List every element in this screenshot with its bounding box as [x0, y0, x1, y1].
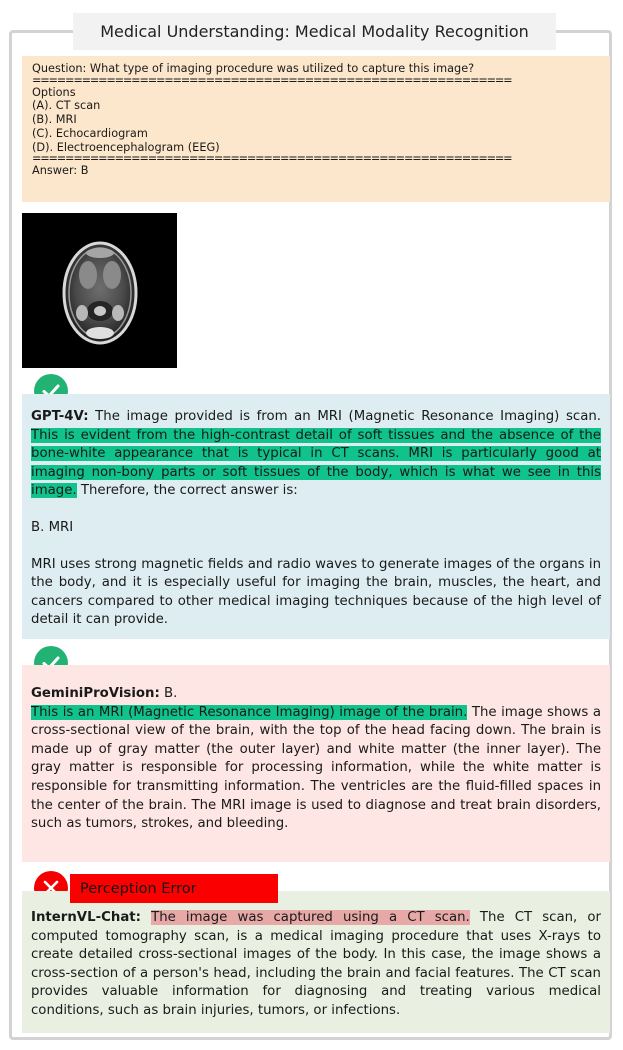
option-c: (C). Echocardiogram: [32, 126, 148, 140]
question-panel: [22, 56, 610, 202]
response-text: Therefore, the correct answer is:: [76, 483, 298, 499]
response-answer: B. MRI: [31, 519, 74, 535]
response-text: MRI uses strong magnetic fields and radio waves to generate images of the organs in the body, and it is especially useful for imaging the brain, muscles, the heart, and cancers compared to other medical imaging techniques because of the high level of detail it can provide.: [31, 556, 601, 628]
highlight-wrong: The image was captured using a CT scan.: [151, 910, 470, 925]
model-name: GPT-4V:: [31, 409, 89, 424]
response-answer: B.: [159, 686, 178, 701]
separator: ==========================================================: [32, 155, 512, 164]
question-text: Question: What type of imaging procedure was utilized to capture this image?: [32, 62, 475, 75]
response-text: The image provided is from an MRI (Magnetic Resonance Imaging) scan.: [88, 409, 601, 424]
response-text: The CT scan, or computed tomography scan, is a medical imaging procedure that uses X-rays to create detailed cross-sectional images of the body. In this case, the image shows a cross-section of a person's head, including the brain and facial features. The CT scan provides valuable information for diagnosing and treating various medical conditions, such as brain injuries, tumors, or infections.: [31, 910, 601, 1018]
separator: ==========================================================: [32, 76, 512, 85]
option-b: (B). MRI: [32, 113, 77, 127]
internvl-response: [22, 891, 610, 1033]
page-title: Medical Understanding: Medical Modality Recognition: [73, 13, 556, 50]
perception-error-label: Perception Error: [70, 874, 278, 903]
option-d: (D). Electroencephalogram (EEG): [32, 140, 220, 154]
response-text: The image shows a cross-sectional view of the brain, with the top of the head facing down. The brain is made up of gray matter (the outer layer) and white matter (the inner layer). The gray matter is responsible for processing information, while the white matter is responsible for transmitting information. The ventricles are the fluid-filled spaces in the center of the brain. The MRI image is used to diagnose and treat brain disorders, such as tumors, strokes, and bleeding.: [31, 704, 601, 832]
gpt4v-response: [22, 394, 610, 639]
gemini-response: [22, 665, 610, 862]
mri-illustration: [22, 213, 177, 368]
model-name: InternVL-Chat:: [31, 910, 141, 925]
mri-brain-image: [22, 213, 177, 368]
model-name: GeminiProVision:: [31, 686, 160, 701]
answer-text: Answer: B: [32, 164, 89, 178]
highlight-correct: This is an MRI (Magnetic Resonance Imaging) image of the brain.: [31, 704, 468, 720]
options-label: Options: [32, 85, 76, 99]
option-a: (A). CT scan: [32, 99, 101, 113]
highlight-correct: This is evident from the high-contrast detail of soft tissues and the absence of the bone-white appearance that is typical in CT scans. MRI is particularly good at imaging non-bony parts or soft tissues of the body, which is what we see in this image.: [31, 427, 601, 499]
